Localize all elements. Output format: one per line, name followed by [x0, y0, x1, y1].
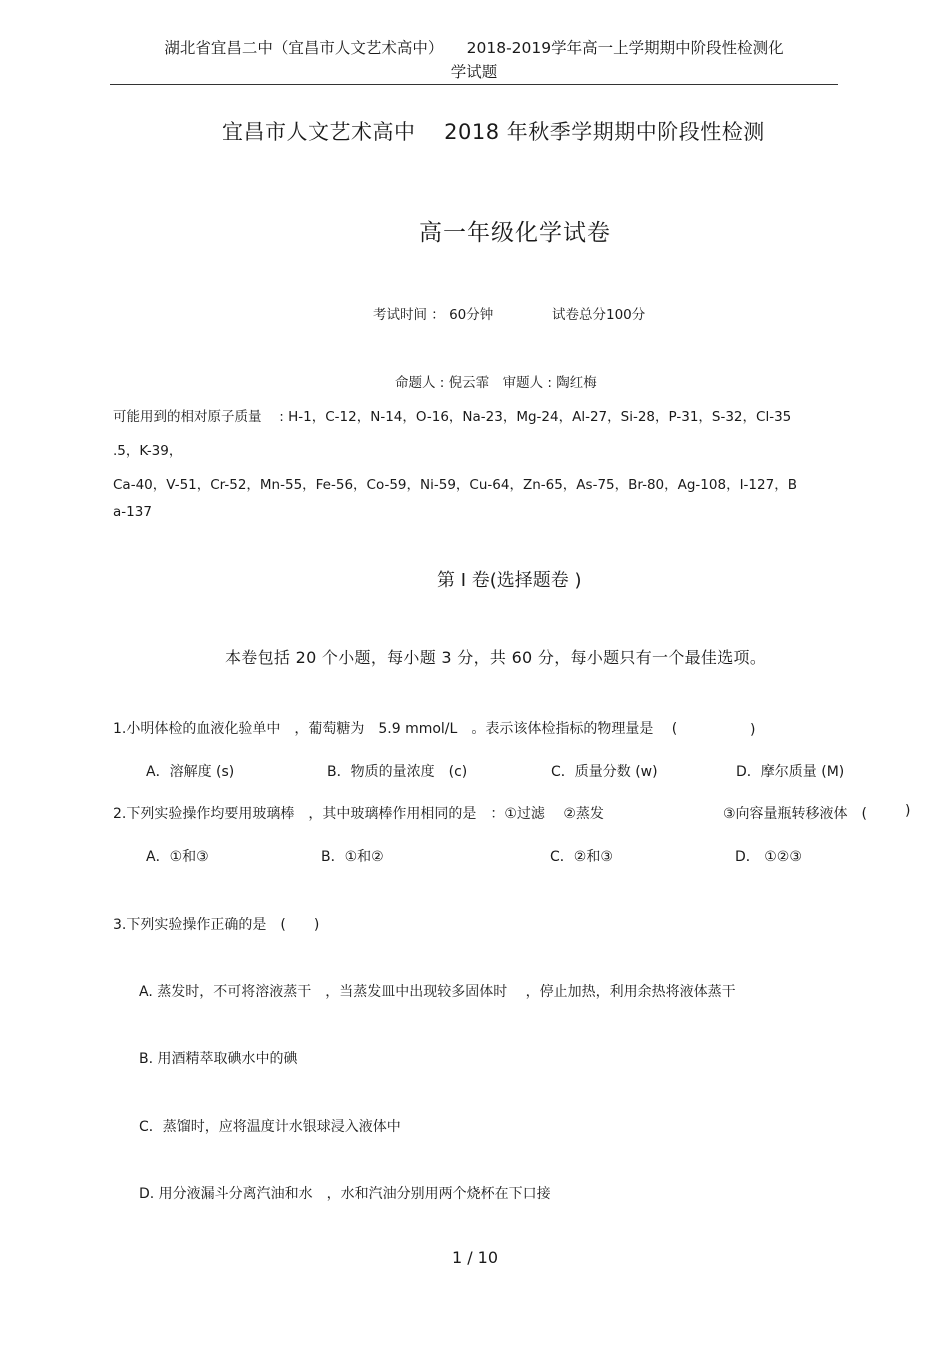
- exam-time: 考试时间 ： 60分钟: [373, 307, 494, 323]
- section-intro: 本卷包括 20 个小题，每小题 3 分，共 60 分，每小题只有一个最佳选项。: [225, 648, 767, 667]
- header-divider: [110, 84, 838, 85]
- page-number: 1 / 10: [451, 1248, 499, 1267]
- question-2-option-b: B．①和②: [321, 849, 384, 865]
- subject-title: 高一年级化学试卷: [419, 220, 611, 246]
- question-1-paren-close: ): [750, 722, 756, 738]
- question-1-option-b: B．物质的量浓度 (c): [327, 764, 468, 780]
- question-2-paren-close: ): [905, 803, 911, 819]
- atomic-mass-line2: .5，K-39，: [113, 443, 183, 459]
- question-2-option-a: A．①和③: [146, 849, 209, 865]
- question-2-stem-item3: ③向容量瓶转移液体 (: [723, 806, 868, 822]
- exam-title: 宜昌市人文艺术高中 2018 年秋季学期期中阶段性检测: [222, 120, 765, 144]
- question-2-stem: 2.下列实验操作均要用玻璃棒 ，其中玻璃棒作用相同的是 ：①过滤 ②蒸发: [113, 806, 604, 822]
- atomic-mass-line1: 可能用到的相对原子质量 : H-1，C-12，N-14，O-16，Na-23，Mg-24，Al-27，Si-28，P-31，S-32，Cl-35: [113, 409, 792, 425]
- question-3-option-d: D. 用分液漏斗分离汽油和水 ，水和汽油分别用两个烧杯在下口接: [139, 1186, 551, 1202]
- section-title: 第 I 卷(选择题卷 ): [437, 570, 582, 591]
- doc-header-line1: 湖北省宜昌二中（宜昌市人文艺术高中） 2018-2019学年高一上学期期中阶段性检测化: [164, 39, 784, 57]
- exam-total-score: 试卷总分100分: [552, 307, 646, 323]
- question-2-option-c: C．②和③: [550, 849, 613, 865]
- question-3-stem: 3.下列实验操作正确的是 ( ): [113, 917, 320, 933]
- question-1-option-c: C．质量分数 (w): [551, 764, 658, 780]
- question-2-option-d: D． ①②③: [735, 849, 802, 865]
- question-1-option-d: D．摩尔质量 (M): [736, 764, 845, 780]
- atomic-mass-line3: Ca-40，V-51，Cr-52，Mn-55，Fe-56，Co-59，Ni-59，Cu-64，Zn-65，As-75，Br-80，Ag-108，I-127，B: [113, 477, 797, 493]
- question-3-option-c: C．蒸馏时，应将温度计水银球浸入液体中: [139, 1119, 401, 1135]
- exam-authors: 命题人 : 倪云霏 审题人 : 陶红梅: [395, 375, 597, 391]
- question-1-stem: 1.小明体检的血液化验单中 ，葡萄糖为 5.9 mmol/L 。表示该体检指标的物理量是 (: [113, 721, 678, 737]
- doc-header-line2: 学试题: [450, 63, 498, 81]
- question-3-option-a: A. 蒸发时，不可将溶液蒸干 ，当蒸发皿中出现较多固体时 ，停止加热，利用余热将液体蒸干: [139, 984, 736, 1000]
- question-1-option-a: A．溶解度 (s): [146, 764, 235, 780]
- question-3-option-b: B. 用酒精萃取碘水中的碘: [139, 1051, 298, 1067]
- atomic-mass-line4: a-137: [113, 504, 152, 520]
